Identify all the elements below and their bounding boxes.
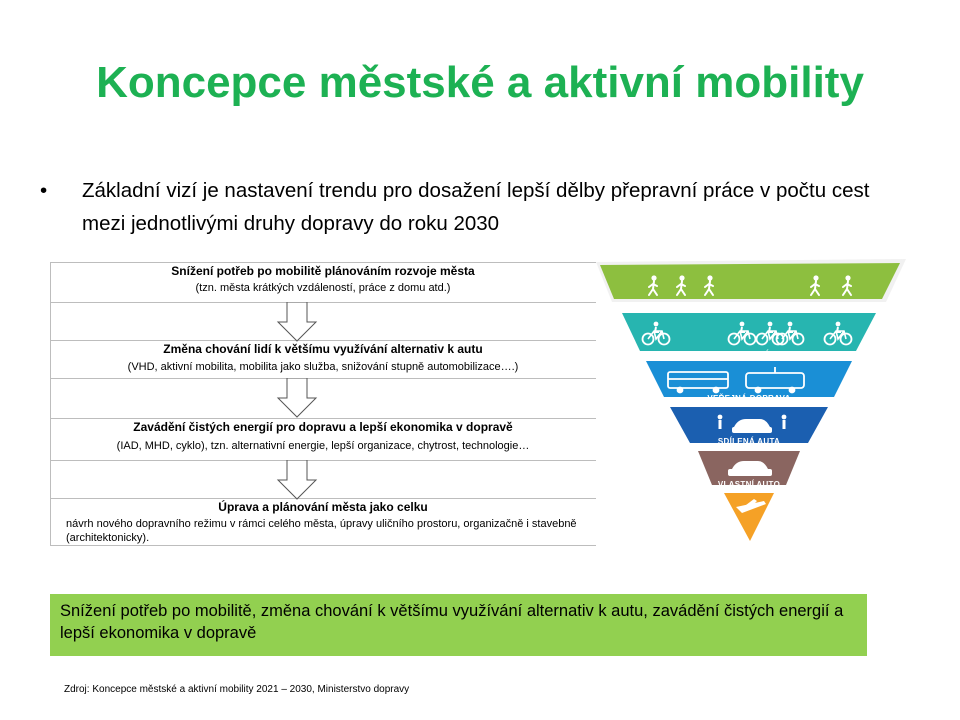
flow-divider [50, 340, 596, 341]
flow-step-heading: Úprava a plánování města jako celku [218, 500, 428, 514]
mobility-pyramid [594, 255, 914, 547]
bullet-marker: • [40, 179, 48, 202]
flow-step-heading: Snížení potřeb po mobilitě plánováním rozvoje města [171, 264, 475, 278]
down-arrow-icon [276, 378, 318, 418]
source-note: Zdroj: Koncepce městské a aktivní mobility 2021 – 2030, Ministerstvo dopravy [64, 684, 410, 695]
pyramid-level-label: VLASTNÍ AUTO [717, 480, 781, 489]
flow-step-heading: Zavádění čistých energií pro dopravu a lepší ekonomika v dopravě [133, 420, 513, 434]
pyramid-level-label: SDÍLENÁ AUTA [717, 437, 781, 446]
bullet-text: Základní vizí je nastavení trendu pro dosažení lepší dělby přepravní práce v počtu cest mezi jednotlivými druhy dopravy do roku 2030 [82, 179, 870, 235]
flow-divider [50, 378, 596, 379]
flow-divider [50, 545, 596, 546]
slide-title: Koncepce městské a aktivní mobility [96, 58, 864, 107]
flow-step-detail: (IAD, MHD, cyklo), tzn. alternativní energie, lepší organizace, chytrost, technologie… [116, 440, 530, 452]
flow-step-detail: návrh nového dopravního režimu v rámci celého města, úpravy uličního prostoru, organizačně i stavebně (architektonicky). [66, 518, 577, 544]
pyramid-level-label: CHODCI [732, 302, 766, 311]
flow-diagram [50, 262, 596, 546]
flow-divider [50, 460, 596, 461]
flow-divider [50, 302, 596, 303]
flow-divider [50, 262, 596, 263]
pyramid-level-label: VEŘEJNÁ DOPRAVA [707, 394, 791, 403]
flow-step-detail: (tzn. města krátkých vzdáleností, práce z domu atd.) [195, 282, 451, 294]
pyramid-level-label: CYKLISTÉ [728, 350, 770, 359]
down-arrow-icon [276, 460, 318, 500]
down-arrow-icon [276, 302, 318, 342]
summary-box: Snížení potřeb po mobilitě, změna chování k většímu využívání alternativ k autu, zavádění čistých energií a lepší ekonomika v dopravě [50, 594, 867, 656]
flow-step-heading: Změna chování lidí k většímu využívání alternativ k autu [163, 342, 483, 356]
flow-divider [50, 418, 596, 419]
flow-divider [50, 498, 596, 499]
flow-step-detail: (VHD, aktivní mobilita, mobilita jako služba, snižování stupně automobilizace….) [127, 361, 519, 373]
